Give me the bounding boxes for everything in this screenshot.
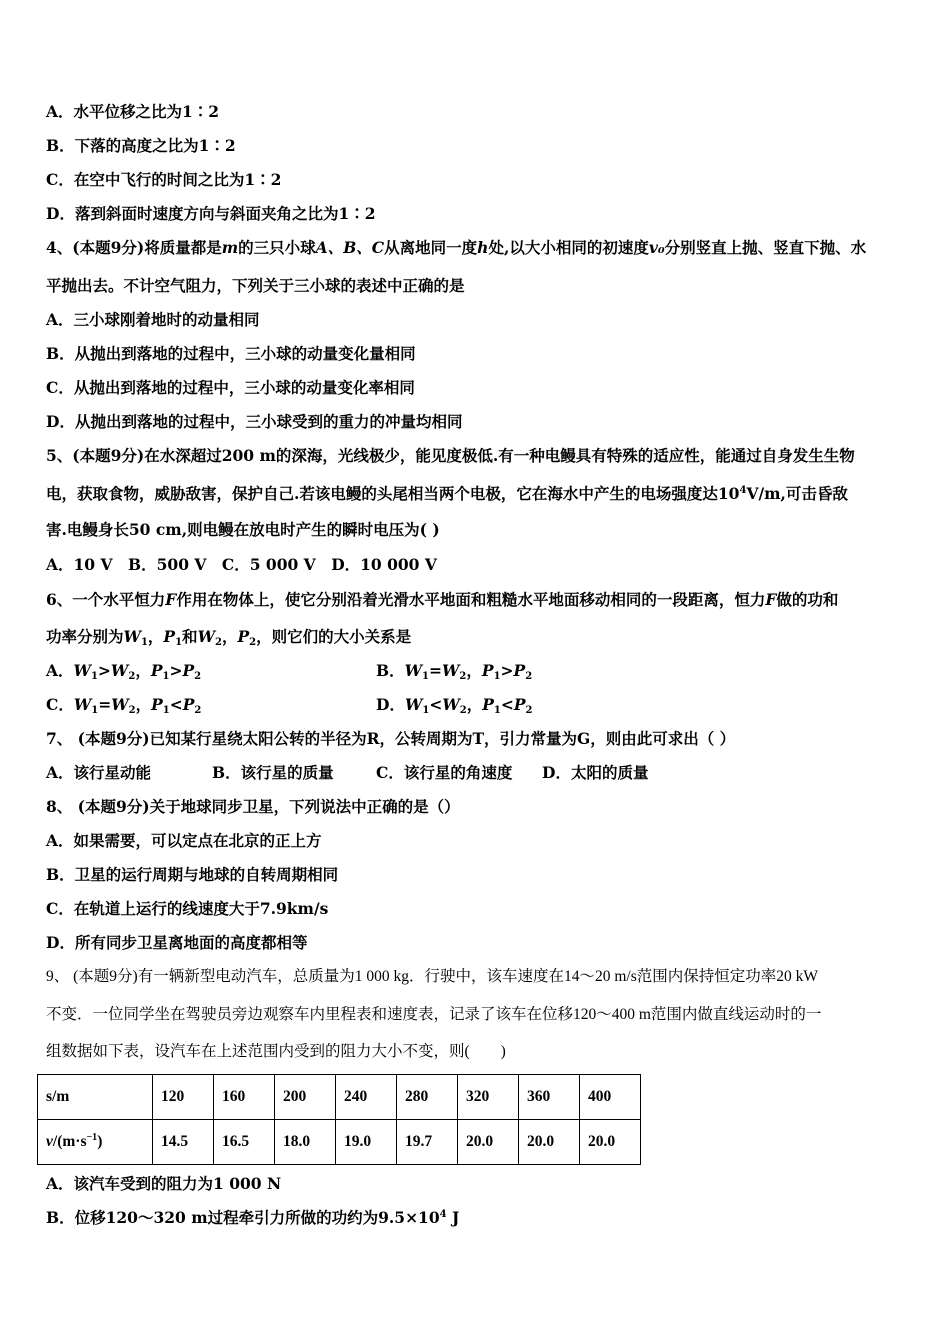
q6-w: W — [73, 695, 92, 714]
q6-op: < — [500, 695, 514, 714]
table-cell: 120 — [153, 1075, 214, 1120]
q6-w: W — [404, 695, 423, 714]
q6-label: B． — [376, 661, 405, 680]
q6-text-b: 作用在物体上，使它分别沿着光滑水平地面和粗糙水平地面移动相同的一段距离，恒力 — [176, 590, 766, 609]
table-cell: 19.7 — [397, 1120, 458, 1165]
table-cell: 16.5 — [214, 1120, 275, 1165]
q6-sep: ， — [147, 627, 164, 646]
q6-p: P — [151, 695, 163, 714]
q6-var-w2: W — [197, 627, 215, 646]
q6-p: P — [182, 695, 195, 714]
q8-option-d: D．所有同步卫星离地面的高度都相等 — [46, 933, 308, 952]
q6-var-p1: P — [163, 627, 176, 646]
q6-w: W — [73, 661, 91, 680]
q6-w: W — [442, 695, 460, 714]
table-cell: 360 — [519, 1075, 580, 1120]
q6-comma: ， — [466, 695, 483, 714]
q6-w: W — [111, 695, 129, 714]
q4-stem-line1 — [46, 238, 866, 258]
q6-p: P — [513, 661, 526, 680]
var-v: v — [46, 1133, 53, 1150]
q4-option-d: D．从抛出到落地的过程中，三小球受到的重力的冲量均相同 — [46, 412, 463, 431]
q6-w: W — [442, 661, 460, 680]
q5-stem-line1: 5、(本题9分)在水深超过200 m的深海，光线极少，能见度极低.有一种电鳗具有特殊的适应性，能通过自身发生生物 — [46, 446, 855, 465]
q8-option-a: A．如果需要，可以定点在北京的正上方 — [46, 831, 322, 850]
table-row — [38, 1075, 641, 1120]
q4-var-abc: A、B、C — [315, 238, 385, 257]
q4-text-c: 从离地同一度 — [384, 238, 478, 257]
q6-var-p2: P — [237, 627, 250, 646]
q7-option-a: A．该行星动能 — [46, 763, 152, 782]
q6-op: = — [98, 695, 112, 714]
q6-p: P — [482, 695, 494, 714]
q6-sub: 2 — [214, 637, 222, 648]
q7-option-b: B．该行星的质量 — [212, 763, 334, 782]
q3-option-a: A．水平位移之比为1∶2 — [46, 102, 220, 121]
unit-close: ) — [97, 1133, 103, 1150]
table-cell: 20.0 — [458, 1120, 519, 1165]
q8-option-b: B．卫星的运行周期与地球的自转周期相同 — [46, 865, 339, 884]
q6-label: A． — [46, 661, 74, 680]
table-header-s: s/m — [38, 1075, 153, 1120]
q5-stem-line2 — [46, 484, 848, 504]
q6-sub: 1 — [91, 705, 99, 716]
unit: /(m·s — [52, 1133, 87, 1150]
table-cell: 19.0 — [336, 1120, 397, 1165]
q6-sub: 2 — [459, 705, 467, 716]
table-cell: 160 — [214, 1075, 275, 1120]
q6-p: P — [481, 661, 494, 680]
table-cell: 20.0 — [519, 1120, 580, 1165]
q3-option-d: D．落到斜面时速度方向与斜面夹角之比为1∶2 — [46, 204, 376, 223]
q6-var-w1: W — [123, 627, 141, 646]
q6-sub: 2 — [525, 705, 533, 716]
q6-sub: 1 — [162, 705, 170, 716]
q3-option-b: B．下落的高度之比为1∶2 — [46, 136, 236, 155]
q6-w: W — [110, 661, 129, 680]
table-cell: 280 — [397, 1075, 458, 1120]
q5-exponent: 4 — [739, 485, 747, 496]
q5-stem-line3: 害.电鳗身长50 cm,则电鳗在放电时产生的瞬时电压为( ) — [46, 520, 440, 539]
table-row — [38, 1120, 641, 1165]
q6-option-b — [376, 661, 532, 681]
q9-stem-line3: 组数据如下表，设汽车在上述范围内受到的阻力大小不变，则( ) — [46, 1043, 506, 1060]
q4-option-c: C．从抛出到落地的过程中，三小球的动量变化率相同 — [46, 378, 415, 397]
q6-sep: ， — [221, 627, 238, 646]
q6-sub: 1 — [422, 671, 429, 682]
q6-sub: 2 — [128, 705, 136, 716]
table-cell: 200 — [275, 1075, 336, 1120]
q7-stem: 7、 (本题9分)已知某行星绕太阳公转的半径为R，公转周期为T，引力常量为G，则由此可求出（ ） — [46, 729, 736, 748]
table-cell: 400 — [580, 1075, 641, 1120]
q6-text-e: 和 — [182, 627, 198, 646]
q6-sub: 1 — [422, 705, 430, 716]
q6-op: < — [429, 695, 443, 714]
table-cell: 240 — [336, 1075, 397, 1120]
q6-text-c: 做的功和 — [776, 590, 839, 609]
table-cell: 320 — [458, 1075, 519, 1120]
q6-sub: 1 — [493, 705, 501, 716]
unit-exp: −1 — [86, 1132, 98, 1143]
q6-sub: 2 — [459, 671, 467, 682]
q4-text-e: 分别竖直上抛、竖直下抛、水 — [664, 238, 867, 257]
q5-text-b: V/m,可击昏敌 — [746, 484, 848, 503]
table-cell: 18.0 — [275, 1120, 336, 1165]
q6-option-a — [46, 661, 201, 681]
table-cell: 20.0 — [580, 1120, 641, 1165]
q9-stem-line1: 9、 (本题9分)有一辆新型电动汽车，总质量为1 000 kg．行驶中，该车速度在14～20 m/s范围内保持恒定功率20 kW — [46, 968, 818, 985]
q9-opt-b-unit: J — [446, 1208, 460, 1227]
q9-stem-line2: 不变．一位同学坐在驾驶员旁边观察车内里程表和速度表，记录了该车在位移120～400 m范围内做直线运动时的一 — [46, 1006, 822, 1023]
q4-text-d: 处,以大小相同的初速度 — [488, 238, 649, 257]
q6-p: P — [182, 661, 195, 680]
q6-sub: 2 — [194, 705, 202, 716]
q6-sub: 1 — [140, 637, 148, 648]
q8-stem: 8、 (本题9分)关于地球同步卫星，下列说法中正确的是（） — [46, 797, 460, 816]
table-cell: 14.5 — [153, 1120, 214, 1165]
q6-sub: 2 — [194, 671, 202, 682]
q7-option-c: C．该行星的角速度 — [376, 763, 513, 782]
q6-var-f-2: F — [765, 590, 777, 609]
q4-var-h: h — [477, 238, 489, 257]
q6-op: > — [169, 661, 183, 680]
q4-option-b: B．从抛出到落地的过程中，三小球的动量变化量相同 — [46, 344, 416, 363]
q5-text-a: 电，获取食物，威胁敌害，保护自己.若该电鳗的头尾相当两个电极，它在海水中产生的电场强度达10 — [46, 484, 740, 503]
q6-comma: ， — [135, 695, 152, 714]
q6-label: D． — [376, 695, 405, 714]
q3-option-c: C．在空中飞行的时间之比为1∶2 — [46, 170, 282, 189]
q6-w: W — [404, 661, 423, 680]
q4-stem-line2: 平抛出去。不计空气阻力，下列关于三小球的表述中正确的是 — [46, 276, 465, 295]
q9-opt-b-exp: 4 — [439, 1209, 447, 1220]
q6-sub: 1 — [162, 671, 170, 682]
q6-text-d: 功率分别为 — [46, 627, 124, 646]
q6-option-d — [376, 695, 533, 715]
q7-option-d: D．太阳的质量 — [542, 763, 649, 782]
q6-label: C． — [46, 695, 74, 714]
q6-option-c — [46, 695, 201, 715]
q4-var-v0: v₀ — [648, 238, 665, 257]
q9-data-table — [37, 1074, 641, 1165]
q6-op: < — [169, 695, 183, 714]
q6-sub: 1 — [175, 637, 183, 648]
q6-sub: 2 — [128, 671, 136, 682]
q9-opt-b-text: B．位移120～320 m过程牵引力所做的功约为9.5×10 — [46, 1208, 440, 1227]
q6-sub: 2 — [249, 637, 257, 648]
q6-text-f: ，则它们的大小关系是 — [256, 627, 412, 646]
q6-stem-line2 — [46, 627, 411, 647]
q6-comma: ， — [466, 661, 482, 680]
q9-option-b — [46, 1208, 459, 1228]
q6-op: > — [97, 661, 111, 680]
q6-op: > — [500, 661, 514, 680]
q6-sub: 1 — [493, 671, 501, 682]
q6-comma: ， — [135, 661, 151, 680]
q6-p: P — [513, 695, 526, 714]
q6-stem-line1 — [46, 590, 838, 610]
q4-option-a: A．三小球刚着地时的动量相同 — [46, 310, 260, 329]
q6-sub: 2 — [525, 671, 533, 682]
table-header-v — [38, 1120, 153, 1165]
q6-p: P — [150, 661, 163, 680]
q4-text-b: 的三只小球 — [238, 238, 316, 257]
q6-op: = — [429, 661, 442, 680]
q6-sub: 1 — [90, 671, 98, 682]
q5-options: A．10 V B．500 V C．5 000 V D．10 000 V — [46, 555, 437, 574]
q9-option-a: A．该汽车受到的阻力为1 000 N — [46, 1174, 282, 1193]
q6-text-a: 6、一个水平恒力 — [46, 590, 166, 609]
q4-var-m: m — [221, 238, 239, 257]
q4-text-a: 4、(本题9分)将质量都是 — [46, 238, 222, 257]
q6-var-f: F — [165, 590, 177, 609]
q8-option-c: C．在轨道上运行的线速度大于7.9km/s — [46, 899, 329, 918]
